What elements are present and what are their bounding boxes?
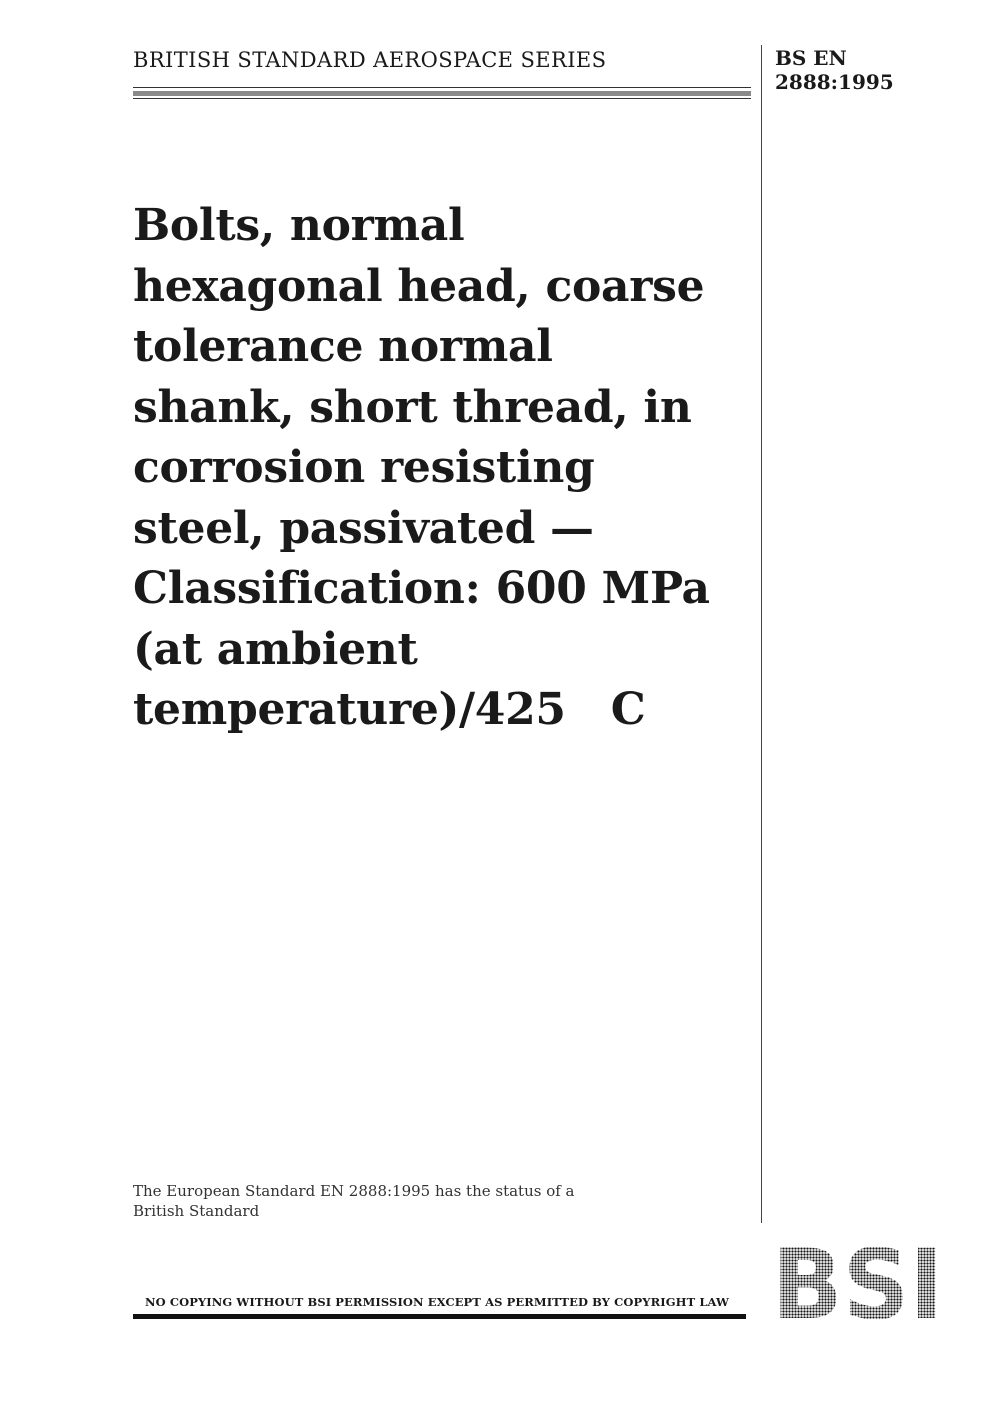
title-line: (at ambient <box>133 623 418 675</box>
title-line: corrosion resisting <box>133 442 595 493</box>
title-line: Bolts, normal <box>133 200 465 251</box>
status-note-line2: British Standard <box>133 1202 260 1220</box>
title-line: shank, short thread, in <box>133 381 692 433</box>
document-number-line2: 2888:1995 <box>775 70 894 94</box>
footer-rule <box>133 1314 746 1319</box>
header-rule-thin-lower <box>133 98 751 99</box>
title-line: temperature)/425 C <box>133 684 646 735</box>
copyright-notice: NO COPYING WITHOUT BSI PERMISSION EXCEPT AS PERMITTED BY COPYRIGHT LAW <box>145 1295 730 1309</box>
title-line: hexagonal head, coarse <box>133 260 705 312</box>
document-number-line1: BS EN <box>775 46 847 70</box>
series-title: BRITISH STANDARD AEROSPACE SERIES <box>133 48 607 72</box>
bsi-logo-icon <box>770 1244 946 1324</box>
document-number <box>775 46 894 94</box>
title-line: tolerance normal <box>133 321 553 372</box>
status-note <box>133 1181 613 1221</box>
header-rule-thick <box>133 91 751 96</box>
bsi-logo-text: BSI <box>772 1244 944 1324</box>
title-line: Classification: 600 MPa <box>133 563 710 614</box>
document-title <box>133 196 758 741</box>
header-rule-thin <box>133 87 751 88</box>
status-note-line1: The European Standard EN 2888:1995 has the status of a <box>133 1182 575 1200</box>
margin-divider <box>761 45 762 1223</box>
title-line: steel, passivated — <box>133 502 594 554</box>
